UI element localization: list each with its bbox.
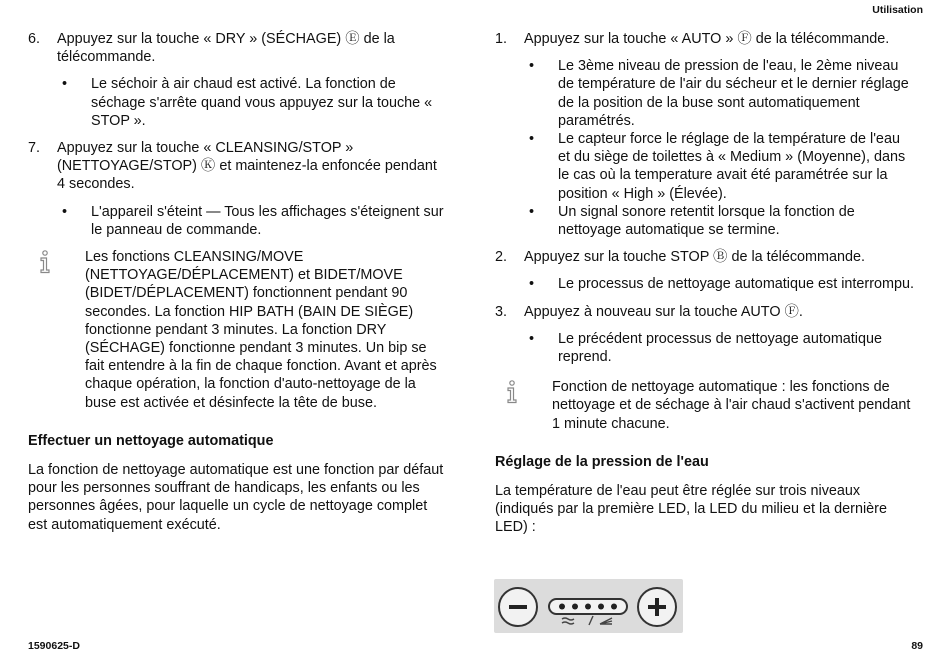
step-1 [495, 30, 915, 48]
paragraph: La fonction de nettoyage automatique est une fonction par défaut pour les personnes souffrant de handicaps, les enfants ou les personnes âgées, pour laquelle un cycle de nettoyage complet est automatiquement exécuté. [28, 462, 444, 533]
step-7-bullets [28, 203, 446, 239]
step-text: Appuyez sur la touche STOP Ⓑ de la télécommande. [524, 249, 866, 266]
bullet-item: • Le capteur force le réglage de la température de l'eau et du siège de toilettes à « Medium » (Moyenne), dans le cas où la temperature avait été paramétrée sur la position « High » (Élevée). [525, 130, 915, 203]
section-heading: Réglage de la pression de l'eau [495, 453, 709, 470]
step-number: 6. [28, 31, 41, 47]
bullet-item: • Le 3ème niveau de pression de l'eau, le 2ème niveau de température de l'air du sécheur et le dernier réglage de la position de la buse sont automatiquement paramétrés. [525, 57, 915, 130]
pressure-panel-drawing [494, 579, 683, 633]
note-text: Fonction de nettoyage automatique : les fonctions de nettoyage et de séchage à l'air chaud s'activent pendant 1 minute chacune. [552, 379, 911, 432]
step-1-bullets [495, 57, 915, 239]
page-number: 89 [911, 640, 923, 652]
paragraph: La température de l'eau peut être réglée sur trois niveaux (indiqués par la première LED, la LED du milieu et la dernière LED) : [495, 483, 887, 536]
led-indicator [598, 604, 604, 610]
led-indicator [572, 604, 578, 610]
note-text: Les fonctions CLEANSING/MOVE (NETTOYAGE/DÉPLACEMENT) et BIDET/MOVE (BIDET/DÉPLACEMENT) fonctionnent pendant 90 secondes. La fonction HIP BATH (BAIN DE SIÈGE) fonctionne pendant 3 minutes. La fonction DRY (SÉCHAGE) fonctionne pendant 3 minutes. Un bip se fait entendre à la fin de chaque fonction. Avant et après chaque opération, la fonction d'auto-nettoyage de la buse est activée et désinfecte la tête de buse. [85, 249, 437, 411]
step-2 [495, 248, 915, 266]
step-text: Appuyez sur la touche « CLEANSING/STOP » (NETTOYAGE/STOP) Ⓚ et maintenez-la enfoncée pendant 4 secondes. [57, 140, 437, 193]
plus-icon-v [655, 598, 659, 616]
step-number: 3. [495, 303, 508, 320]
step-number: 7. [28, 140, 41, 157]
section-heading: Effectuer un nettoyage automatique [28, 432, 274, 449]
doc-number: 1590625-D [28, 640, 80, 652]
water-flow-icon [562, 618, 574, 624]
right-column [495, 30, 915, 537]
slash-icon [589, 616, 593, 625]
pressure-control-panel [494, 579, 683, 633]
step-text: Appuyez sur la touche « DRY » (SÉCHAGE) Ⓔ de la télécommande. [57, 31, 395, 66]
step-2-bullets [495, 275, 915, 293]
led-indicator [611, 604, 617, 610]
step-text: Appuyez à nouveau sur la touche AUTO Ⓕ. [524, 303, 803, 320]
bullet-item: • Le processus de nettoyage automatique est interrompu. [525, 275, 915, 293]
step-6 [28, 30, 446, 66]
minus-icon [509, 605, 527, 609]
step-3-bullets [495, 330, 915, 366]
bullet-item: • Un signal sonore retentit lorsque la fonction de nettoyage automatique se termine. [525, 203, 915, 239]
step-number: 1. [495, 31, 508, 47]
left-column [28, 30, 446, 534]
info-note [495, 378, 915, 433]
step-3 [495, 303, 915, 321]
led-indicator [559, 604, 565, 610]
step-text: Appuyez sur la touche « AUTO » Ⓕ de la télécommande. [524, 31, 890, 47]
info-note [28, 248, 446, 412]
step-6-bullets [28, 75, 446, 130]
info-icon [28, 248, 85, 279]
bullet-item: • Le précédent processus de nettoyage automatique reprend. [525, 330, 915, 366]
section-label: Utilisation [872, 4, 923, 16]
info-icon [495, 378, 552, 409]
step-7 [28, 139, 446, 194]
led-indicator [585, 604, 591, 610]
step-number: 2. [495, 249, 508, 266]
bullet-item: • Le séchoir à air chaud est activé. La fonction de séchage s'arrête quand vous appuyez sur la touche « STOP ». [58, 75, 446, 130]
spray-icon [600, 618, 612, 624]
bullet-item: • L'appareil s'éteint — Tous les affichages s'éteignent sur le panneau de commande. [58, 203, 446, 239]
